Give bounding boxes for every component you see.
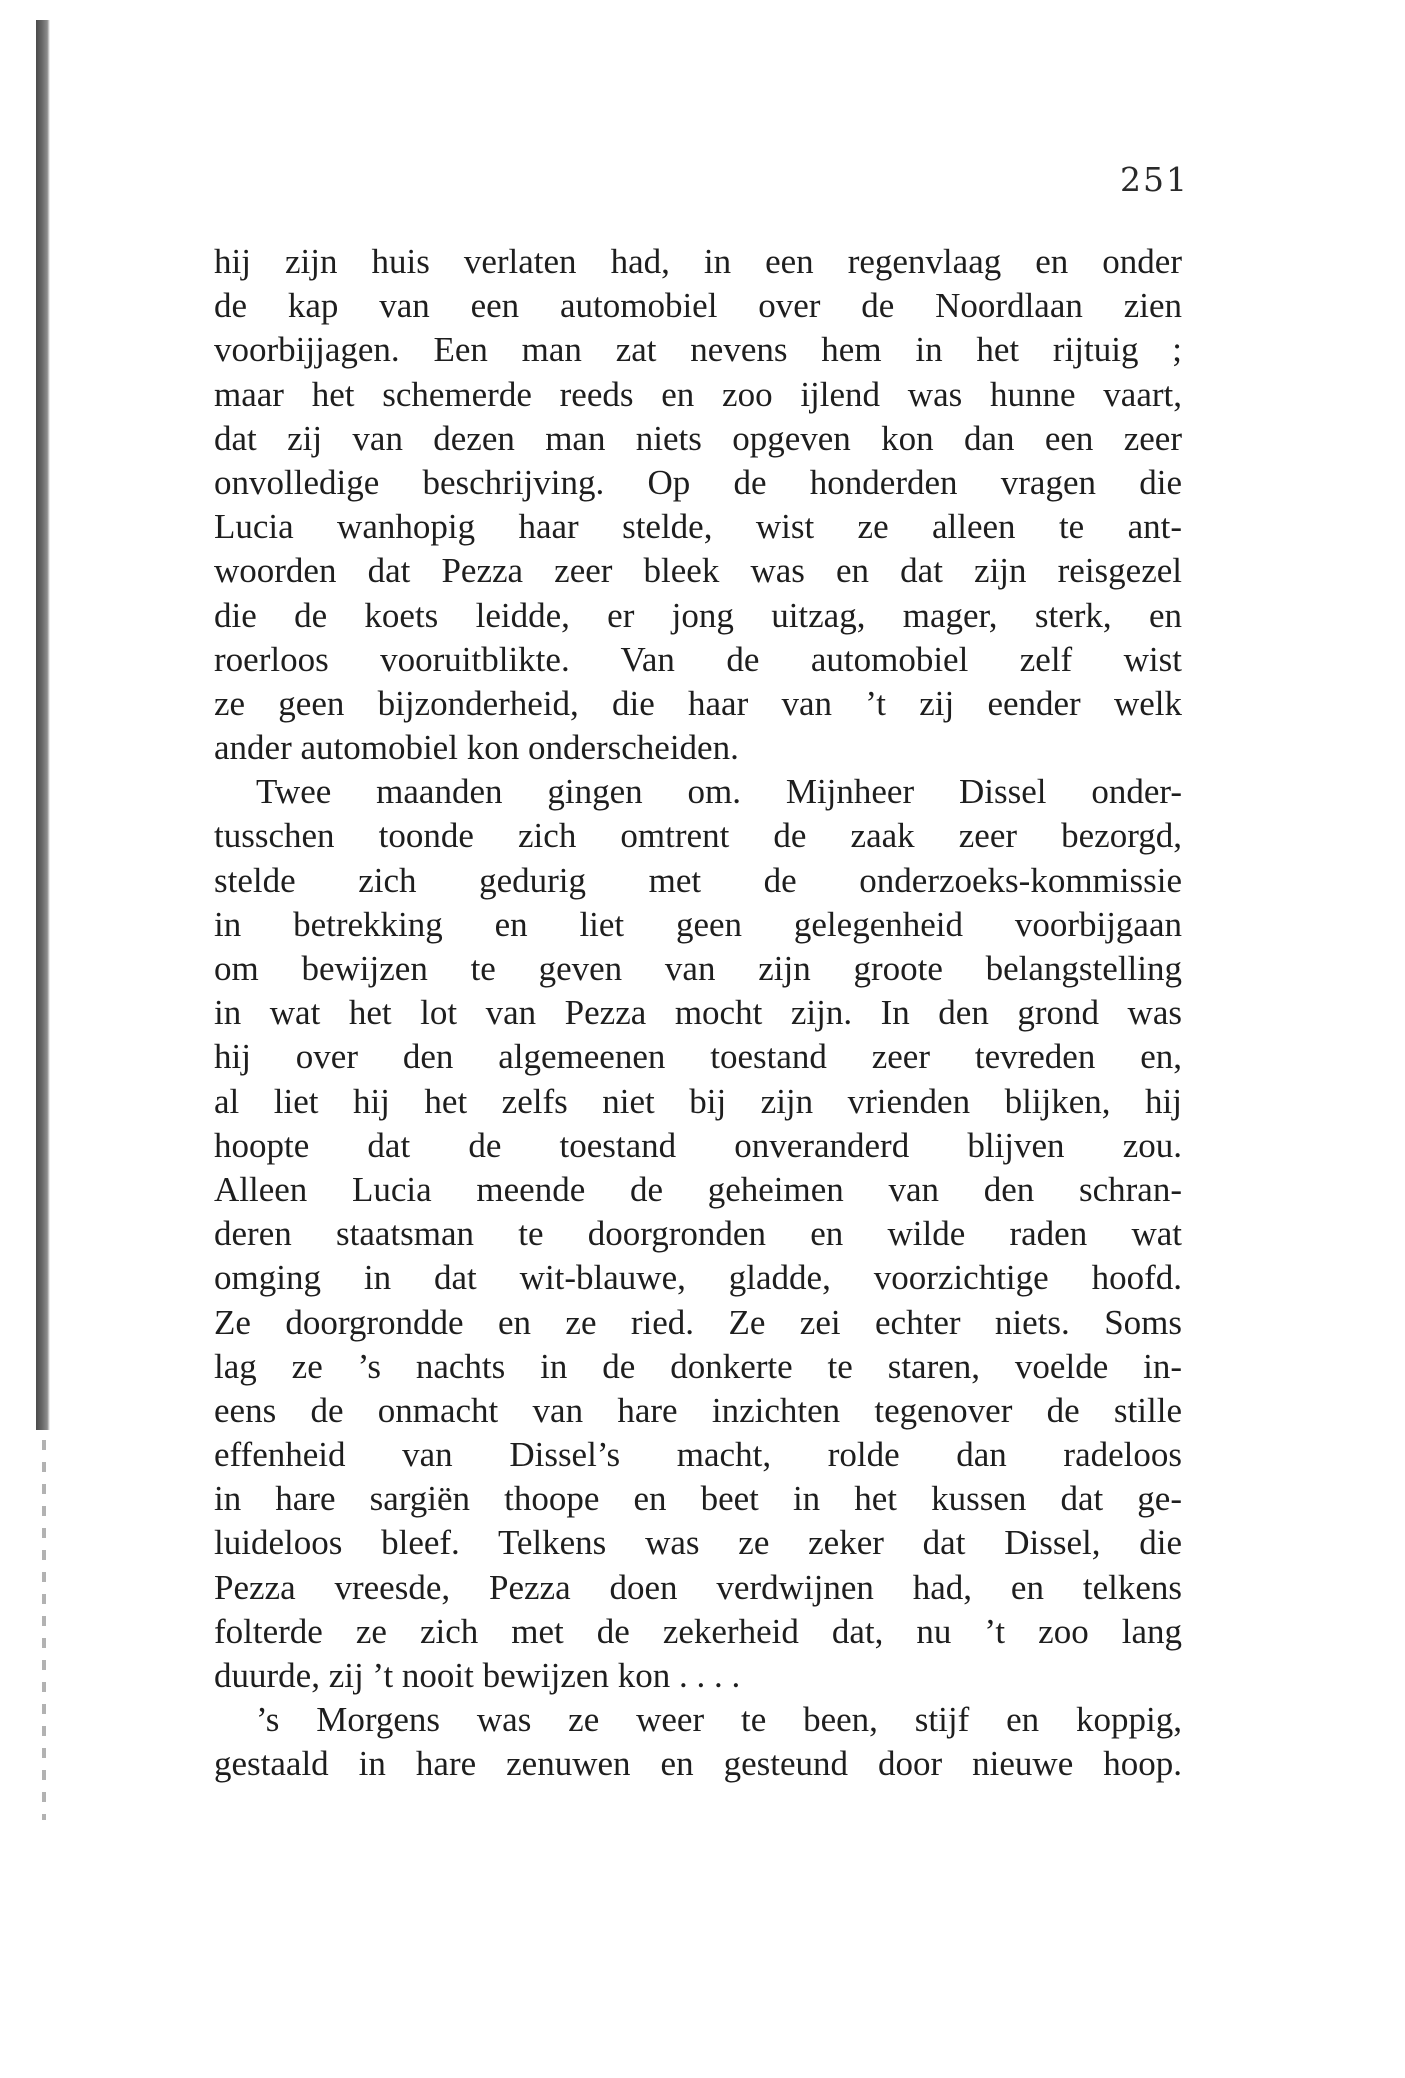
- text-line: ze geen bijzonderheid, die haar van ’t zij eender welk: [214, 683, 1182, 723]
- text-line: roerloos vooruitblikte. Van de automobiel zelf wist: [214, 639, 1182, 679]
- text-line: ander automobiel kon onderscheiden.: [214, 728, 739, 768]
- text-line: folterde ze zich met de zekerheid dat, nu ’t zoo lang: [214, 1611, 1182, 1651]
- binding-shadow-lower: [42, 1440, 46, 1820]
- text-line: stelde zich gedurig met de onderzoeks-kommissie: [214, 860, 1182, 900]
- text-line: dat zij van dezen man niets opgeven kon dan een zeer: [214, 418, 1182, 458]
- text-line: eens de onmacht van hare inzichten tegenover de stille: [214, 1390, 1182, 1430]
- text-line: in wat het lot van Pezza mocht zijn. In den grond was: [214, 993, 1182, 1033]
- text-line: in betrekking en liet geen gelegenheid voorbijgaan: [214, 904, 1182, 944]
- text-line: tusschen toonde zich omtrent de zaak zeer bezorgd,: [214, 816, 1182, 856]
- text-line: duurde, zij ’t nooit bewijzen kon . . . .: [214, 1656, 741, 1695]
- text-line: Ze doorgrondde en ze ried. Ze zei echter niets. Soms: [214, 1302, 1182, 1342]
- text-line: voorbijjagen. Een man zat nevens hem in het rijtuig ;: [214, 330, 1182, 370]
- text-line: ’s Morgens was ze weer te been, stijf en koppig,: [256, 1700, 1182, 1740]
- text-line: de kap van een automobiel over de Noordlaan zien: [214, 286, 1182, 326]
- text-line: hij zijn huis verlaten had, in een regenvlaag en onder: [214, 242, 1182, 281]
- text-line: deren staatsman te doorgronden en wilde raden wat: [214, 1214, 1182, 1254]
- text-line: die de koets leidde, er jong uitzag, mager, sterk, en: [214, 595, 1182, 635]
- text-line: omging in dat wit-blauwe, gladde, voorzichtige hoofd.: [214, 1258, 1182, 1298]
- text-line: effenheid van Dissel’s macht, rolde dan radeloos: [214, 1435, 1182, 1475]
- text-line: in hare sargiën thoope en beet in het kussen dat ge-: [214, 1479, 1182, 1519]
- text-line: Twee maanden gingen om. Mijnheer Dissel onder-: [256, 772, 1182, 812]
- text-line: al liet hij het zelfs niet bij zijn vrienden blijken, hij: [214, 1081, 1182, 1121]
- body-text: [214, 240, 1182, 1787]
- page-number: 251: [1120, 160, 1189, 199]
- text-line: luideloos bleef. Telkens was ze zeker dat Dissel, die: [214, 1523, 1182, 1563]
- text-line: Alleen Lucia meende de geheimen van den schran-: [214, 1169, 1182, 1209]
- text-line: Pezza vreesde, Pezza doen verdwijnen had, en telkens: [214, 1567, 1182, 1607]
- text-line: gestaald in hare zenuwen en gesteund door nieuwe hoop.: [214, 1744, 1182, 1784]
- text-line: hij over den algemeenen toestand zeer tevreden en,: [214, 1037, 1182, 1077]
- text-line: lag ze ’s nachts in de donkerte te staren, voelde in-: [214, 1346, 1182, 1386]
- text-line: hoopte dat de toestand onveranderd blijven zou.: [214, 1125, 1182, 1165]
- text-line: onvolledige beschrijving. Op de honderden vragen die: [214, 462, 1182, 502]
- text-line: Lucia wanhopig haar stelde, wist ze alleen te ant-: [214, 507, 1182, 547]
- text-line: om bewijzen te geven van zijn groote belangstelling: [214, 949, 1182, 988]
- text-line: woorden dat Pezza zeer bleek was en dat zijn reisgezel: [214, 551, 1182, 591]
- text-line: maar het schemerde reeds en zoo ijlend was hunne vaart,: [214, 374, 1182, 414]
- binding-shadow: [36, 20, 50, 1430]
